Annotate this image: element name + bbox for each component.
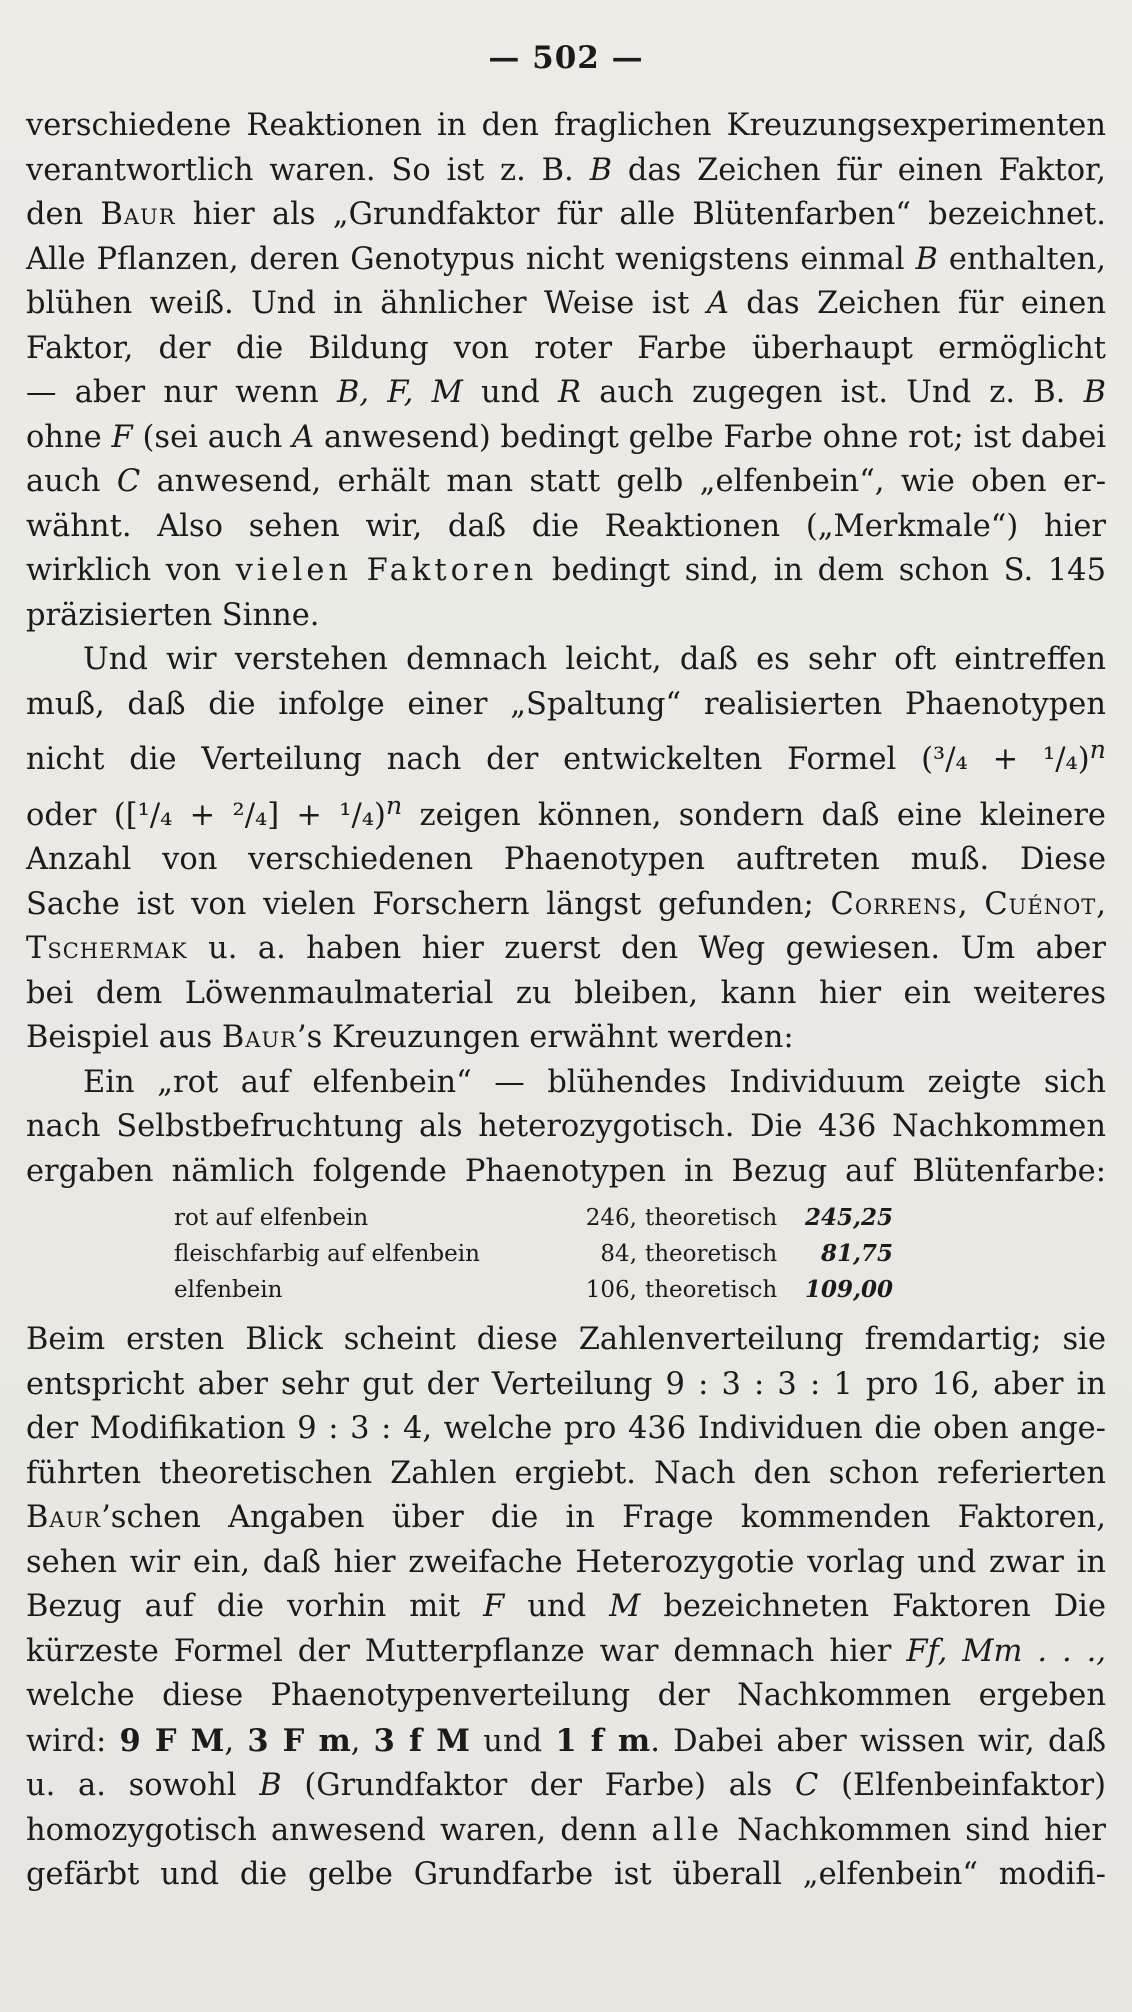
emphasis-alle: alle	[651, 1812, 724, 1848]
formula-2: ¹/₄ + ²/₄	[137, 797, 268, 833]
text-line: bei dem Löwenmaulmaterial zu bleiben, kann hier ein weiteres	[26, 975, 1106, 1011]
text-line: verantwortlich waren. So ist z. B. B das Zeichen für einen Faktor,	[26, 152, 1106, 188]
text-line: Alle Pflanzen, deren Genotypus nicht wenigstens einmal B enthalten,	[26, 241, 1106, 277]
table-row	[174, 1272, 893, 1308]
text-line: ergaben nämlich folgende Phaenotypen in Bezug auf Blütenfarbe:	[26, 1153, 1106, 1189]
author-baur: Baur	[26, 1500, 102, 1536]
text-line: Faktor, der die Bildung von roter Farbe überhaupt ermöglicht	[26, 330, 1106, 366]
text-line: wird: 9 F M, 3 F m, 3 f M und 1 f m. Dabei aber wissen wir, daß	[26, 1722, 1107, 1759]
text-line: nicht die Verteilung nach der entwickelten Formel $(^3/_4 + ^1/_4)^n$	[26, 734, 1106, 778]
table-row	[174, 1236, 893, 1272]
author-correns: Correns	[830, 886, 958, 922]
text-line: auch C anwesend, erhält man statt gelb „elfenbein“, wie oben er-	[26, 464, 1106, 499]
theoretical-value: 81,75	[820, 1240, 893, 1268]
formula-1: ³/₄ + ¹/₄)	[933, 742, 1090, 778]
text-line: sehen wir ein, daß hier zweifache Heterozygotie vorlag und zwar in	[26, 1544, 1106, 1580]
category-cell: rot auf elfenbein	[174, 1205, 369, 1232]
paragraph-1	[26, 104, 1106, 638]
text-line: gefärbt und die gelbe Grundfarbe ist überall „elfenbein“ modifi-	[26, 1857, 1106, 1893]
text-line: Baur’schen Angaben über die in Frage kommenden Faktoren,	[26, 1500, 1106, 1536]
text-line: Tschermak u. a. haben hier zuerst den Weg gewiesen. Um aber	[26, 931, 1106, 967]
theoretical-value: 245,25	[804, 1204, 893, 1232]
author-tschermak: Tschermak	[26, 931, 188, 967]
text-line: kürzeste Formel der Mutterpflanze war demnach hier Ff, Mm . . .,	[26, 1633, 1106, 1669]
paragraph-3	[26, 1061, 1106, 1195]
text-line: homozygotisch anwesend waren, denn alle Nachkommen sind hier	[26, 1812, 1106, 1848]
paragraph-2	[26, 638, 1106, 1061]
author-cuenot: Cuénot	[984, 886, 1097, 922]
phenotype-table	[174, 1200, 893, 1308]
text-line: führten theoretischen Zahlen ergiebt. Nach den schon referierten	[26, 1455, 1106, 1491]
text-line: ohne F (sei auch A anwesend) bedingt gelbe Farbe ohne rot; ist dabei	[26, 419, 1106, 455]
count-cell: 106,	[585, 1277, 637, 1304]
formula-3: ¹/₄)	[339, 797, 386, 833]
text-line: nach Selbstbefruchtung als heterozygotisch. Die 436 Nachkommen	[26, 1109, 1106, 1145]
author-baur: Baur	[221, 1020, 297, 1056]
text-line: u. a. sowohl B (Grundfaktor der Farbe) als C (Elfenbeinfaktor)	[26, 1768, 1107, 1804]
text-line: wähnt. Also sehen wir, daß die Reaktionen („Merkmale“) hier	[26, 508, 1106, 544]
theoretical-label: theoretisch	[645, 1277, 778, 1304]
genotype-3Fm: 3 F m	[247, 1722, 351, 1759]
text-line: blühen weiß. Und in ähnlicher Weise ist A das Zeichen für einen	[26, 286, 1106, 321]
text-line: verschiedene Reaktionen in den fraglichen Kreuzungsexperimenten	[26, 108, 1106, 143]
text-line: Ein „rot auf elfenbein“ — blühendes Individuum zeigte sich	[83, 1064, 1106, 1100]
theoretical-label: theoretisch	[645, 1241, 778, 1268]
text-line: wirklich von vielen Faktoren bedingt sind, in dem schon S. 145	[26, 553, 1106, 588]
genotype-3fM: 3 f M	[373, 1722, 471, 1759]
theoretical-label: theoretisch	[645, 1205, 778, 1232]
genotype-1fm: 1 f m	[555, 1722, 651, 1759]
page-number: — 502 —	[488, 40, 644, 76]
text-line: den Baur hier als „Grundfaktor für alle Blütenfarben“ bezeichnet.	[26, 197, 1107, 232]
text-line: Bezug auf die vorhin mit F und M bezeichneten Faktoren Die	[26, 1589, 1106, 1625]
text-line: der Modifikation 9 : 3 : 4, welche pro 436 Individuen die oben ange-	[26, 1411, 1106, 1447]
text-line: — aber nur wenn B, F, M und R auch zugegen ist. Und z. B. B	[26, 375, 1106, 410]
theoretical-value: 109,00	[804, 1276, 893, 1304]
text-line: präzisierten Sinne.	[26, 597, 320, 633]
text-line: Anzahl von verschiedenen Phaenotypen auftreten muß. Diese	[26, 842, 1106, 878]
count-cell: 246,	[585, 1205, 637, 1232]
text-line: welche diese Phaenotypenverteilung der Nachkommen ergeben	[26, 1678, 1106, 1714]
text-line: Beispiel aus Baur’s Kreuzungen erwähnt werden:	[26, 1020, 794, 1056]
table-row	[174, 1200, 893, 1236]
category-cell: elfenbein	[174, 1277, 283, 1304]
text-line: entspricht aber sehr gut der Verteilung 9 : 3 : 3 : 1 pro 16, aber in	[26, 1366, 1106, 1402]
text-line: Beim ersten Blick scheint diese Zahlenverteilung fremdartig; sie	[26, 1322, 1106, 1358]
text-line: Und wir verstehen demnach leicht, daß es sehr oft eintreffen	[83, 642, 1106, 677]
paragraph-4	[26, 1318, 1106, 1898]
text-line: Sache ist von vielen Forschern längst gefunden; Correns, Cuénot,	[26, 886, 1106, 922]
category-cell: fleischfarbig auf elfenbein	[174, 1241, 480, 1268]
genotype-9FM: 9 F M	[119, 1722, 225, 1759]
text-line: oder $([^1/_4 + ^2/_4] + ^1/_4)^n$ zeigen können, sondern daß eine kleinere	[26, 789, 1106, 833]
count-cell: 84,	[600, 1241, 637, 1268]
text-line: muß, daß die infolge einer „Spaltung“ realisierten Phaenotypen	[26, 686, 1106, 722]
